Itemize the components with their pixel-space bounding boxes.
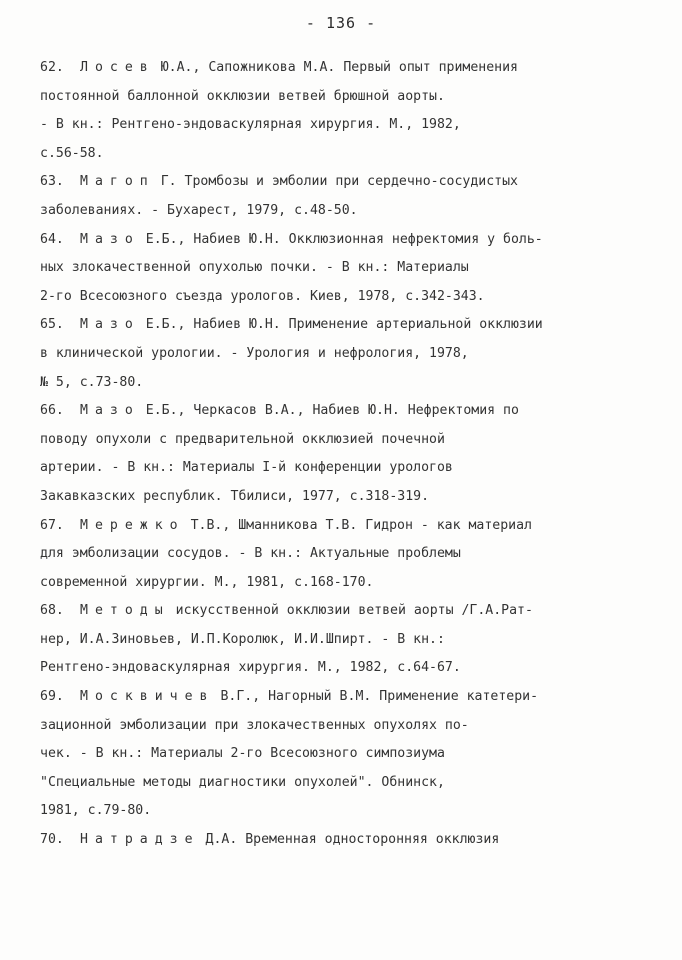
bibliography-entry <box>40 311 660 397</box>
entry-number: 70. <box>40 832 64 848</box>
entry-author: Мазо <box>80 231 140 247</box>
entry-text-line: чек. - В кн.: Материалы 2-го Всесоюзного симпозиума <box>40 746 445 762</box>
entry-text-line: Закавказских республик. Тбилиси, 1977, с.318-319. <box>40 488 430 504</box>
entry-number: 63. <box>40 174 64 190</box>
entry-text-line: зационной эмболизации при злокачественных опухолях по- <box>40 717 469 733</box>
entry-author: Москвичев <box>80 689 215 705</box>
entry-author: Натрадзе <box>80 832 200 848</box>
bibliography-entry <box>40 397 660 511</box>
entry-text-line: искусственной окклюзии ветвей аорты /Г.А.Рат- <box>175 603 533 619</box>
bibliography-entry <box>40 168 660 225</box>
entry-text-line: поводу опухоли с предварительной окклюзией почечной <box>40 431 445 447</box>
entry-number: 65. <box>40 317 64 333</box>
entry-number: 68. <box>40 603 64 619</box>
entry-text-line: Г. Тромбозы и эмболии при сердечно-сосудистых <box>160 174 518 190</box>
entry-text-line: 2-го Всесоюзного съезда урологов. Киев, 1978, с.342-343. <box>40 288 485 304</box>
page-number: - 136 - <box>305 14 377 32</box>
entry-author: Мазо <box>80 403 140 419</box>
entry-number: 69. <box>40 689 64 705</box>
entry-author: Мазо <box>80 317 140 333</box>
entry-author: Магоп <box>80 174 155 190</box>
entry-number: 67. <box>40 517 64 533</box>
entry-text-line: нер, И.А.Зиновьев, И.П.Королюк, И.И.Шпирт. - В кн.: <box>40 631 445 647</box>
entry-text-line: с.56-58. <box>40 145 104 161</box>
entry-text-line: Рентгено-эндоваскулярная хирургия. М., 1982, с.64-67. <box>40 660 461 676</box>
entry-text-line: для эмболизации сосудов. - В кн.: Актуальные проблемы <box>40 546 461 562</box>
entry-number: 64. <box>40 231 64 247</box>
entry-text-line: в клинической урологии. - Урология и нефрология, 1978, <box>40 345 469 361</box>
entry-text-line: Е.Б., Набиев Ю.Н. Окклюзионная нефректомия у боль- <box>145 231 543 247</box>
entry-text-line: В.Г., Нагорный В.М. Применение катетери- <box>220 689 539 705</box>
entry-text-line: постоянной баллонной окклюзии ветвей брюшной аорты. <box>40 88 445 104</box>
entry-author: Мережко <box>80 517 185 533</box>
entry-number: 62. <box>40 60 64 75</box>
bibliography-list <box>40 54 660 855</box>
entry-text-line: Д.А. Временная односторонняя окклюзия <box>205 832 500 848</box>
entry-text-line: - В кн.: Рентгено-эндоваскулярная хирургия. М., 1982, <box>40 117 461 133</box>
entry-text-line: Т.В., Шманникова Т.В. Гидрон - как материал <box>190 517 532 533</box>
entry-text-line: современной хирургии. М., 1981, с.168-170. <box>40 574 374 590</box>
entry-author: Лосев <box>80 60 155 75</box>
entry-text-line: артерии. - В кн.: Материалы I-й конференции урологов <box>40 460 453 476</box>
entry-text-line: № 5, с.73-80. <box>40 374 144 390</box>
bibliography-entry <box>40 597 660 683</box>
bibliography-entry <box>40 226 660 312</box>
bibliography-entry <box>40 826 660 855</box>
entry-text-line: Е.Б., Набиев Ю.Н. Применение артериальной окклюзии <box>145 317 543 333</box>
entry-text-line: Е.Б., Черкасов В.А., Набиев Ю.Н. Нефректомия по <box>145 403 519 419</box>
bibliography-entry <box>40 512 660 598</box>
entry-text-line: Ю.А., Сапожникова М.А. Первый опыт применения <box>160 60 518 75</box>
entry-text-line: заболеваниях. - Бухарест, 1979, с.48-50. <box>40 202 358 218</box>
entry-text-line: 1981, с.79-80. <box>40 803 152 819</box>
entry-text-line: "Специальные методы диагностики опухолей". Обнинск, <box>40 774 445 790</box>
entry-text-line: ных злокачественной опухолью почки. - В кн.: Материалы <box>40 260 469 276</box>
entry-author: Методы <box>80 603 170 619</box>
entry-number: 66. <box>40 403 64 419</box>
bibliography-entry <box>40 54 660 168</box>
bibliography-entry <box>40 683 660 826</box>
